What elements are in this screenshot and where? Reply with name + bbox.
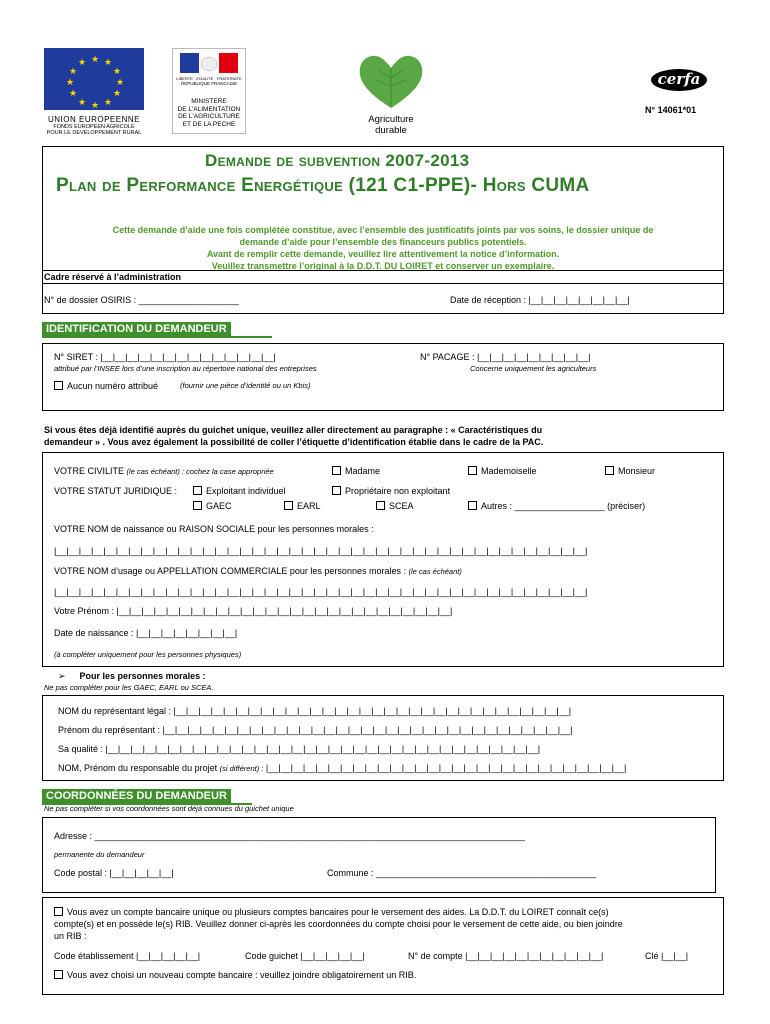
nom-representant-field[interactable]: NOM du représentant légal : |__|__|__|__|__|__|__|__|__|__|__|__|__|__|__|__|__|__|__|__|__|__|__|__|__|__|__|__|__|__|__|__| — [58, 706, 572, 716]
section-coordonnees: COORDONNÉES DU DEMANDEUR — [42, 789, 231, 803]
aucun-note: (fournir une pièce d’identité ou un Kbis) — [180, 381, 311, 390]
code-etablissement-field[interactable]: Code établissement |__|__|__|__|__| — [54, 951, 201, 961]
numero-compte-field[interactable]: N° de compte |__|__|__|__|__|__|__|__|__|__|__| — [408, 951, 604, 961]
cerfa-number: N° 14061*01 — [645, 105, 697, 115]
naissance-field[interactable]: Date de naissance : |__|__|__|__|__|__|__|__| — [54, 628, 238, 638]
earl-checkbox[interactable]: EARL — [284, 500, 321, 512]
page-subtitle: Plan de Performance Energétique (121 C1-PPE)- Hors CUMA — [56, 175, 590, 196]
nom-field[interactable]: |__|__|__|__|__|__|__|__|__|__|__|__|__|__|__|__|__|__|__|__|__|__|__|__|__|__|__|__|__|__|__|__|__|__|__|__|__|__|__|__|__|__|__| — [54, 546, 588, 556]
svg-text:★: ★ — [91, 101, 100, 110]
eu-logo — [44, 48, 144, 136]
rf-name: REPUBLIQUE FRANCAISE — [180, 81, 237, 86]
proprietaire-checkbox[interactable]: Propriétaire non exploitant — [332, 485, 450, 497]
svg-text:★: ★ — [113, 89, 122, 99]
checkbox-icon[interactable] — [54, 381, 63, 390]
page-title: Demande de subvention 2007-2013 — [205, 151, 470, 170]
aucun-numero-checkbox[interactable]: Aucun numéro attribué — [54, 380, 158, 392]
svg-text:★: ★ — [113, 67, 122, 77]
svg-text:★: ★ — [104, 98, 113, 108]
info-guichet: Si vous êtes déjà identifié auprès du guichet unique, veuillez aller directement au paragraphe : « Caractéristiques du demandeur » . Vous avez également la possibilité de coller l’étiquette d’identification établie dans le cadre de la PAC. — [44, 425, 544, 447]
pacage-field[interactable]: N° PACAGE : |__|__|__|__|__|__|__|__|__| — [420, 352, 591, 362]
madame-checkbox[interactable]: Madame — [332, 465, 380, 477]
siret-note: attribué par l’INSEE lors d’une inscription au répertoire national des entreprises — [54, 364, 317, 373]
heart-leaf-icon — [356, 50, 426, 112]
civilite-label: VOTRE CIVILITE (le cas échéant) : cochez la case appropriée — [54, 466, 274, 476]
reception-date-field[interactable]: Date de réception : |__|__|__|__|__|__|__|__| — [450, 295, 630, 305]
responsable-field[interactable]: NOM, Prénom du responsable du projet (si différent) : |__|__|__|__|__|__|__|__|__|__|__|__|__|__|__|__|__|__|__|__|__|__|__|__|__|__|__|__|__| — [58, 763, 627, 773]
svg-text:★: ★ — [69, 89, 78, 99]
eu-fund-line: FONDS EUROPEEN AGRICOLE — [53, 124, 135, 130]
rf-motto: LIBERTE · EGALITE · FRATERNITE — [176, 76, 242, 81]
agriculture-durable-logo — [348, 50, 438, 140]
gaec-checkbox[interactable]: GAEC — [193, 500, 232, 512]
code-postal-field[interactable]: Code postal : |__|__|__|__|__| — [54, 868, 174, 878]
ministry-logo — [172, 48, 247, 136]
ministry-name: MINISTERE DE L'ALIMENTATION DE L'AGRICULTURE ET DE LA PECHE — [177, 98, 241, 128]
adresse-note: permanente du demandeur — [54, 850, 145, 859]
monsieur-checkbox[interactable]: Monsieur — [605, 465, 655, 477]
checkbox-icon[interactable] — [54, 970, 63, 979]
usage-field[interactable]: |__|__|__|__|__|__|__|__|__|__|__|__|__|__|__|__|__|__|__|__|__|__|__|__|__|__|__|__|__|__|__|__|__|__|__|__|__|__|__|__|__|__|__| — [54, 587, 588, 597]
morales-heading: ➢ Pour les personnes morales : — [58, 671, 206, 681]
exploitant-checkbox[interactable]: Exploitant individuel — [193, 485, 286, 497]
admin-label: Cadre réservé à l’administration — [44, 272, 182, 282]
pacage-note: Concerne uniquement les agriculteurs — [470, 364, 597, 373]
osiris-field[interactable]: N° de dossier OSIRIS : ____________________ — [44, 295, 239, 305]
eu-fund-line-2: POUR LE DEVELOPPEMENT RURAL — [46, 130, 142, 136]
mademoiselle-checkbox[interactable]: Mademoiselle — [468, 465, 537, 477]
adresse-field[interactable]: Adresse : ______________________________________________________________________________________ — [54, 831, 525, 841]
eu-label: UNION EUROPEENNE — [47, 115, 140, 124]
cerfa-logo: cerfa — [650, 68, 710, 94]
qualite-field[interactable]: Sa qualité : |__|__|__|__|__|__|__|__|__|__|__|__|__|__|__|__|__|__|__|__|__|__|__|__|__|__|__|__|__|__|__|__|__|__|__| — [58, 744, 541, 754]
scea-checkbox[interactable]: SCEA — [376, 500, 414, 512]
svg-text:★: ★ — [91, 55, 100, 65]
svg-text:★: ★ — [116, 78, 125, 88]
rib-unique-option[interactable]: Vous avez un compte bancaire unique ou plusieurs comptes bancaires pour le versement des aides. La D.D.T. du LOIRET connaît ce(s) compte(s) et en possède le(s) RIB. Veuillez donner ci-après les coordonnées du compte choisi pour le versement de cette aide, ou bien joindre un RIB : — [54, 907, 623, 941]
usage-label: VOTRE NOM d’usage ou APPELLATION COMMERCIALE pour les personnes morales : (le cas échéant) — [54, 566, 462, 576]
prenom-representant-field[interactable]: Prénom du représentant : |__|__|__|__|__|__|__|__|__|__|__|__|__|__|__|__|__|__|__|__|__|__|__|__|__|__|__|__|__|__|__|__|__| — [58, 725, 573, 735]
naissance-note: (à compléter uniquement pour les personnes physiques) — [54, 650, 242, 659]
siret-field[interactable]: N° SIRET : |__|__|__|__|__|__|__|__|__|__|__|__|__|__| — [54, 352, 276, 362]
svg-text:★: ★ — [66, 78, 75, 88]
coordonnees-note: Ne pas compléter si vos coordonnées sont déjà connues du guichet unique — [44, 804, 294, 813]
code-guichet-field[interactable]: Code guichet |__|__|__|__|__| — [245, 951, 365, 961]
svg-text:★: ★ — [78, 58, 87, 68]
section-identification: IDENTIFICATION DU DEMANDEUR — [42, 322, 231, 336]
commune-field[interactable]: Commune : ____________________________________________ — [327, 868, 597, 878]
eu-flag-icon — [44, 48, 144, 110]
statut-label: VOTRE STATUT JURIDIQUE : — [54, 486, 178, 496]
marianne-icon — [180, 53, 238, 73]
svg-text:★: ★ — [69, 67, 78, 77]
cle-field[interactable]: Clé |__|__| — [645, 951, 689, 961]
rib-nouveau-option[interactable]: Vous avez choisi un nouveau compte bancaire : veuillez joindre obligatoirement un RIB. — [54, 969, 416, 981]
morales-note: Ne pas compléter pour les GAEC, EARL ou SCEA. — [44, 683, 214, 692]
svg-text:★: ★ — [78, 98, 87, 108]
nom-label: VOTRE NOM de naissance ou RAISON SOCIALE pour les personnes morales : — [54, 524, 374, 534]
prenom-field[interactable]: Votre Prénom : |__|__|__|__|__|__|__|__|__|__|__|__|__|__|__|__|__|__|__|__|__|__|__|__|__|__|__| — [54, 606, 453, 616]
svg-text:★: ★ — [104, 58, 113, 68]
agriculture-durable-label: Agriculture durable — [368, 114, 414, 136]
intro-text: Cette demande d’aide une fois complétée constitue, avec l’ensemble des justificatifs joints par vos soins, le dossier unique de demande d’aide pour l’ensemble des financeurs publics potentiels. Avant de remplir cette demande, veuillez lire attentivement la notice d’information. Veuillez transmettre l’original à la D.D.T. DU LOIRET et conserver un exemplaire. — [112, 225, 654, 271]
checkbox-icon[interactable] — [54, 907, 63, 916]
autres-checkbox[interactable]: Autres : __________________ (préciser) — [468, 500, 645, 512]
